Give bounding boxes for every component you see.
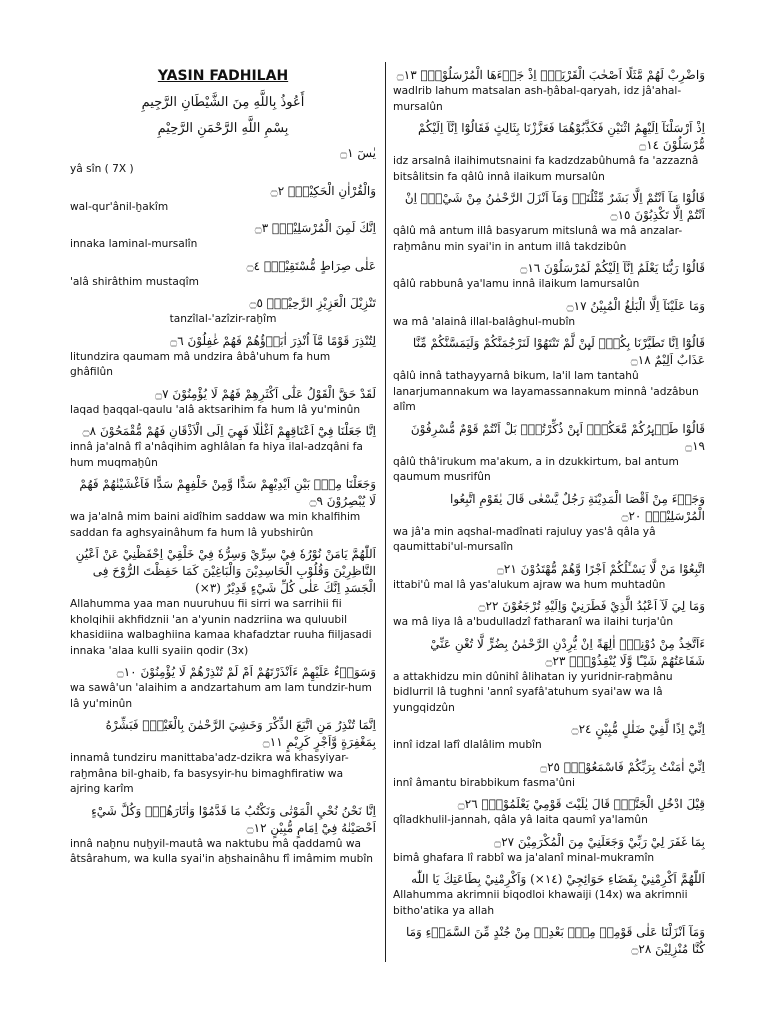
basmalah-text: بِسْمِ اللَّهِ الرَّحْمَنِ الرَّحِيْمِ (157, 121, 289, 136)
prayer-block (70, 543, 376, 659)
verse-block (393, 187, 705, 255)
verse-block (393, 418, 705, 486)
verse-transliteration: qâlû thâ'irukum ma'akum, a in dzukkirtum, bal antum qaumum musrifûn (393, 455, 679, 483)
verse-block (70, 330, 376, 381)
verse-transliteration: litundzira qaumam mâ undzira âbâ'uhum fa hum ghâfilûn (70, 350, 331, 378)
verse-arabic: اِنِّيْٓ اٰمَنْتُ بِرَبِّكُمْ فَاسْمَعُوْنِۗ ۝٢٥ (540, 759, 705, 774)
verse-transliteration: innâ ja'alnâ fî a'nâqihim aghlâlan fa hiya ilal-adzqâni fa hum muqmaḫûn (70, 441, 363, 469)
verse-arabic: وَمَا عَلَيْنَآ اِلَّا الْبَلٰغُ الْمُبِيْنُ ۝١٧ (566, 298, 705, 313)
verse-transliteration: wa sawâ'un 'alaihim a andzartahum am lam tundzir-hum lâ yu'minûn (70, 682, 372, 710)
verse-arabic: اِنِّيْٓ اِذًا لَّفِيْ ضَلٰلٍ مُّبِيْنٍ ۝٢٤ (571, 722, 705, 736)
left-column (70, 66, 376, 870)
prayer-transliteration: Allahumma yaa man nuuruhuu fii sirri wa sarrihii fii kholqihii akhfidznii 'an a'yunin nadzriina wa quluubil khasidiina walbaghiina kamaa khafadztar ruuha fiiljasadi innaka 'alaa kulli syaiin qodir (3x) (70, 598, 372, 657)
verse-transliteration: ittabi'û mal lâ yas'alukum ajraw wa hum muhtadûn (393, 578, 666, 591)
verse-arabic: اتَّبِعُوْا مَنْ لَّا يَسْـَٔلُكُمْ اَجْرًا وَّهُمْ مُّهْتَدُوْنَ ۝٢١ (496, 561, 705, 576)
verse-transliteration: qîladkhulil-jannah, qâla yâ laita qaumî ya'lamûn (393, 814, 648, 826)
verse-block (393, 295, 705, 331)
verse-arabic: اِنَّكَ لَمِنَ الْمُرْسَلِيْنَۙ ۝٣ (254, 221, 376, 235)
verse-block (393, 332, 705, 416)
verse-arabic: وَجَاۤءَ مِنْ اَقْصَا الْمَدِيْنَةِ رَجُلٌ يَّسْعٰى قَالَ يٰقَوْمِ اتَّبِعُوا الْمُرْسَلِيْنَۙ ۝٢٠ (450, 491, 705, 523)
verse-arabic: تَنْزِيْلَ الْعَزِيْزِ الرَّحِيْمِۙ ۝٥ (249, 296, 376, 310)
verse-transliteration: innaka laminal-mursalîn (70, 238, 198, 250)
verse-block (70, 180, 376, 216)
verse-transliteration: wa mâ 'alainâ illal-balâghul-mubîn (393, 315, 576, 328)
verse-block (393, 831, 705, 867)
verse-arabic: قَالُوْا رَبُّنَا يَعْلَمُ اِنَّآ اِلَيْكُمْ لَمُرْسَلُوْنَ ۝١٦ (520, 261, 705, 275)
verse-arabic: وَمَا لِيَ لَآ اَعْبُدُ الَّذِيْ فَطَرَنِيْ وَاِلَيْهِ تُرْجَعُوْنَ ۝٢٢ (478, 599, 705, 613)
verse-arabic: وَاضْرِبْ لَهُمْ مَّثَلًا اَصْحٰبَ الْقَرْيَةِۘ اِذْ جَاۤءَهَا الْمُرْسَلُوْنَۚ ۝١٣ (396, 68, 705, 82)
verse-block (393, 595, 705, 631)
verse-block (70, 292, 376, 328)
verse-block (393, 633, 705, 717)
verse-transliteration: laqad ḫaqqal-qaulu 'alâ aktsarihim fa hum lâ yu'minûn (70, 403, 361, 416)
prayer-arabic: اَللّٰهُمَّ اَكْرِمْنِيْ بِقَضَاءِ حَوَائِجِيْ (١٤×) وَاَكْرِمْنِيْ بِطَاعَتِكَ يَا اللّٰه (411, 872, 705, 886)
verse-block (70, 661, 376, 712)
verse-transliteration: qâlû rabbunâ ya'lamu innâ ilaikum lamursalûn (393, 278, 640, 290)
prayer-arabic: اَللّٰهُمَّ يَامَنْ نُوْرُهٗ فِيْ سِرِّيْ وَسِرُّهٗ فِيْ خَلْقِيْ اِحْفَظْنِيْ عَنْ اَعْيُنِ النَّاظِرِيْنَ وَقُلُوْبِ الْحَاسِدِيْنَ وَالْبَاغِيْنَ كَمَا حَفِظْتَ الرُّوْحَ فِى الْجَسَدِ اِنَّكَ عَلٰى كُلِّ شَيْءٍ قَدِيْرٌ (٣×) (75, 547, 376, 595)
verse-arabic: قَالُوْا طَاۤىِٕرُكُمْ مَّعَكُمْۗ اَىِٕنْ ذُكِّرْتُمْۗ بَلْ اَنْتُمْ قَوْمٌ مُّسْرِفُوْنَ ۝١٩ (410, 421, 705, 453)
verse-block (393, 756, 705, 792)
verse-arabic: وَالْقُرْاٰنِ الْحَكِيْمِۙ ۝٢ (270, 183, 376, 198)
verse-arabic: وَجَعَلْنَا مِنْۢ بَيْنِ اَيْدِيْهِمْ سَدًّا وَّمِنْ خَلْفِهِمْ سَدًّا فَاَغْشَيْنٰهُمْ فَهُمْ لَا يُبْصِرُوْنَ ۝٩ (79, 477, 376, 508)
verse-transliteration: bimâ ghafara lî rabbî wa ja'alanî minal-mukramîn (393, 851, 655, 864)
verse-arabic: عَلٰى صِرَاطٍ مُّسْتَقِيْمٍۗ ۝٤ (246, 258, 376, 273)
verse-block (393, 488, 705, 556)
prayer-transliteration: Allahumma akrimnii biqodloi khawaiji (14x) wa akrimnii bitho'atika ya allah (393, 889, 688, 917)
verse-block (70, 714, 376, 798)
verse-transliteration: wa ja'alnâ mim baini aidîhim saddaw wa min khalfihim saddan fa aghsyainâhum fa hum lâ yubshirûn (70, 511, 361, 539)
right-column (393, 64, 705, 958)
verse-block (70, 800, 376, 868)
verse-transliteration: wa jâ'a min aqshal-madînati rajuluy yas'â qâla yâ qaumittabi'ul-mursalîn (393, 525, 656, 553)
verse-block (393, 257, 705, 293)
column-divider (385, 62, 386, 962)
verse-block (393, 558, 705, 594)
verse-block (393, 64, 705, 115)
verse-transliteration: wal-qur'ânil-ḫakîm (70, 200, 169, 213)
verse-transliteration: wa mâ liya lâ a'budulladzî fatharanî wa ilaihi turja'ûn (393, 616, 674, 628)
verse-arabic: لَقَدْ حَقَّ الْقَوْلُ عَلٰٓى اَكْثَرِهِمْ فَهُمْ لَا يُؤْمِنُوْنَ ۝٧ (155, 386, 376, 401)
verse-block (70, 420, 376, 471)
verse-transliteration: idz arsalnâ ilaihimutsnaini fa kadzdzabûhumâ fa 'azzaznâ bitsâlitsin fa qâlû innâ ilaikum mursalûn (393, 155, 699, 183)
verse-arabic: يٰسٓ ۝١ (340, 146, 376, 160)
verse-block (393, 718, 705, 754)
verse-arabic: قَالُوْا مَآ اَنْتُمْ اِلَّا بَشَرٌ مِّثْلُنَاۙ وَمَآ اَنْزَلَ الرَّحْمٰنُ مِنْ شَيْءٍۙ اِنْ اَنْتُمْ اِلَّا تَكْذِبُوْنَ ۝١٥ (404, 191, 705, 222)
document-title: YASIN FADHILAH (157, 68, 289, 84)
verse-block (70, 473, 376, 541)
verse-transliteration: innamâ tundziru manittaba'adz-dzikra wa khasyiyar-raḫmâna bil-ghaib, fa basysyir-hu bimaghfiratiw wa ajring karîm (70, 752, 349, 795)
verse-transliteration: yâ sîn ( 7X ) (70, 163, 134, 175)
verse-arabic: بِمَا غَفَرَ لِيْ رَبِّيْ وَجَعَلَنِيْ مِنَ الْمُكْرَمِيْنَ ۝٢٧ (494, 834, 705, 849)
verse-arabic: اِنَّمَا تُنْذِرُ مَنِ اتَّبَعَ الذِّكْرَ وَخَشِيَ الرَّحْمٰنَ بِالْغَيْبِۚ فَبَشِّرْهُ بِمَغْفِرَةٍ وَّاَجْرٍ كَرِيْمٍ ۝١١ (105, 718, 376, 749)
verse-transliteration: tanzîlal-'azîzir-raḫîm (169, 313, 277, 325)
verse-transliteration: innî idzal lafî dlalâlim mubîn (393, 739, 542, 751)
verse-block (70, 255, 376, 291)
verse-block (393, 117, 705, 185)
verse-arabic: اِذْ اَرْسَلْنَآ اِلَيْهِمُ اثْنَيْنِ فَكَذَّبُوْهُمَا فَعَزَّزْنَا بِثَالِثٍ فَقَالُوْٓا اِنَّآ اِلَيْكُمْ مُّرْسَلُوْنَ ۝١٤ (418, 121, 705, 152)
verse-transliteration: a attakhidzu min dûnihî âlihatan iy yuridnir-raḫmânu bidlurril lâ tughni 'annî syafâ'atuhum syai'aw wa lâ yungqidzûn (393, 670, 673, 714)
verse-transliteration: innâ naḫnu nuḫyil-mautâ wa naktubu mâ qaddamû wa âtsârahum, wa kulla syai'in aḫshainâhu fî imâmim mubîn (70, 837, 373, 865)
verse-block (70, 383, 376, 419)
verse-arabic: اِنَّا جَعَلْنَا فِيْٓ اَعْنَاقِهِمْ اَغْلٰلًا فَهِيَ اِلَى الْاَذْقَانِ فَهُمْ مُّقْمَحُوْنَ ۝٨ (82, 424, 376, 438)
verse-block (70, 217, 376, 253)
verse-block (70, 142, 376, 178)
verse-block (393, 793, 705, 829)
verse-transliteration: innî âmantu birabbikum fasma'ûni (393, 776, 575, 789)
verse-transliteration: qâlû mâ antum illâ basyarum mitslunâ wa mâ anzalar-raḫmânu min syai'in in antum illâ takdzibûn (393, 225, 683, 253)
verse-arabic: ءَاَتَّخِذُ مِنْ دُوْنِهٖٓ اٰلِهَةً اِنْ يُّرِدْنِ الرَّحْمٰنُ بِضُرٍّ لَّا تُغْنِ عَنِّيْ شَفَاعَتُهُمْ شَيْـًٔا وَّلَا يُنْقِذُوْنِۚ ۝٢٣ (430, 636, 705, 668)
taawudz-text: أَعُوذُ بِاللَّهِ مِنَ الشَّيْطَانِ الرَّجِيمِ (141, 95, 305, 110)
verse-arabic: قِيْلَ ادْخُلِ الْجَنَّةَۗ قَالَ يٰلَيْتَ قَوْمِيْ يَعْلَمُوْنَۙ ۝٢٦ (457, 797, 705, 811)
verse-arabic: وَمَآ اَنْزَلْنَا عَلٰى قَوْمِهٖ مِنْۢ بَعْدِهٖ مِنْ جُنْدٍ مِّنَ السَّمَاۤءِ وَمَا كُنَّا مُنْزِلِيْنَ ۝٢٨ (405, 925, 705, 956)
verse-transliteration: qâlû innâ tathayyarnâ bikum, la'il lam tantahû lanarjumannakum wa layamassannakum minnâ 'adzâbun alîm (393, 370, 699, 413)
verse-arabic: وَسَوَاۤءٌ عَلَيْهِمْ ءَاَنْذَرْتَهُمْ اَمْ لَمْ تُنْذِرْهُمْ لَا يُؤْمِنُوْنَ ۝١٠ (116, 665, 376, 679)
verse-arabic: لِتُنْذِرَ قَوْمًا مَّآ اُنْذِرَ اٰبَاۤؤُهُمْ فَهُمْ غٰفِلُوْنَ ۝٦ (170, 333, 376, 348)
verse-transliteration: wadlrib lahum matsalan ash-ḫâbal-qaryah, idz jâ'ahal-mursalûn (393, 85, 682, 113)
prayer-block (393, 868, 705, 919)
verse-transliteration: 'alâ shirâthim mustaqîm (70, 275, 199, 288)
verse-block (393, 921, 705, 958)
verse-arabic: قَالُوْٓا اِنَّا تَطَيَّرْنَا بِكُمْۚ لَىِٕنْ لَّمْ تَنْتَهُوْا لَنَرْجُمَنَّكُمْ وَلَيَمَسَّنَّكُمْ مِّنَّا عَذَابٌ اَلِيْمٌ ۝١٨ (412, 336, 705, 367)
verse-arabic: اِنَّا نَحْنُ نُحْيِ الْمَوْتٰى وَنَكْتُبُ مَا قَدَّمُوْا وَاٰثَارَهُمْۗ وَكُلَّ شَيْءٍ اَحْصَيْنٰهُ فِيْٓ اِمَامٍ مُّبِيْنٍ ۝١٢ (91, 803, 376, 835)
